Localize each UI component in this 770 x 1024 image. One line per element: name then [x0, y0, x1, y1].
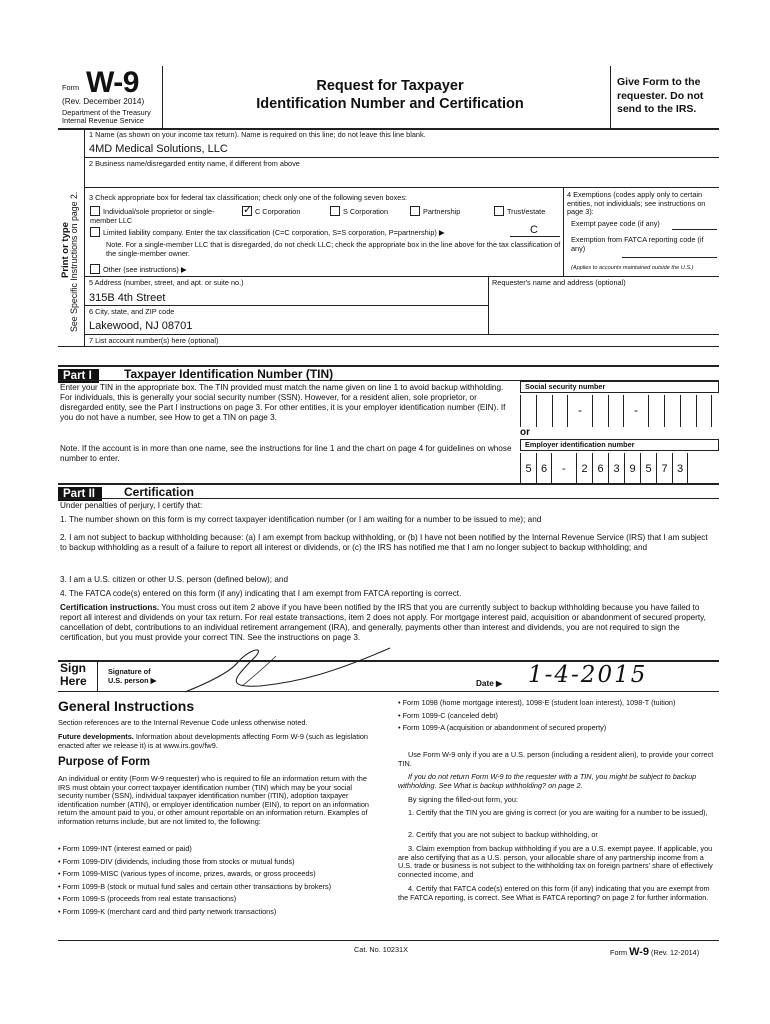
ein-digit: 9 [624, 453, 640, 483]
by-signing-text: By signing the filled-out form, you: [408, 795, 518, 804]
right-bullets [398, 699, 716, 733]
part1-label: Part I [58, 366, 99, 384]
c-corp-checkbox[interactable] [242, 206, 252, 216]
requester-label: Requester's name and address (optional) [492, 278, 626, 287]
ein-digit: 5 [640, 453, 656, 483]
exempt-payee-label: Exempt payee code (if any) [571, 219, 660, 228]
certification-intro: Under penalties of perjury, I certify that: [60, 501, 203, 510]
individual-option[interactable] [90, 206, 230, 225]
date-value[interactable]: 1-4-2015 [528, 662, 648, 688]
ein-digit: 6 [592, 453, 608, 483]
reason-1: 1. Certify that the TIN you are giving is correct (or you are waiting for a number to be issued), [408, 808, 708, 817]
ssn-dash-1: - [578, 403, 582, 417]
list-item: • Form 1099-INT (interest earned or paid) [58, 844, 192, 853]
fatca-note: (Applies to accounts maintained outside the U.S.) [571, 265, 694, 271]
ein-digit: 6 [536, 453, 552, 483]
part1-title: Taxpayer Identification Number (TIN) [124, 367, 334, 381]
line6-city-field[interactable]: Lakewood, NJ 08701 [89, 320, 193, 332]
trust-checkbox[interactable] [494, 206, 504, 216]
form-label: Form [62, 83, 80, 92]
list-item: • Form 1099-DIV (dividends, including those from stocks or mutual funds) [58, 856, 295, 866]
date-label: Date ▶ [476, 679, 503, 688]
certification-item-4: 4. The FATCA code(s) entered on this form (if any) indicating that I am exempt from FATCA reporting is correct. [60, 589, 462, 598]
ssn-label: Social security number [520, 381, 719, 393]
certification-item-1: 1. The number shown on this form is my correct taxpayer identification number (or I am waiting for a number to be issued to me); and [60, 515, 542, 524]
general-instructions-heading: General Instructions [58, 698, 195, 714]
other-label: Other (see instructions) ▶ [103, 265, 187, 274]
left-bullets [58, 845, 368, 917]
ein-label: Employer identification number [520, 439, 719, 451]
trust-option[interactable] [494, 206, 545, 217]
line2-label: 2 Business name/disregarded entity name, if different from above [89, 159, 300, 168]
llc-note: Note. For a single-member LLC that is disregarded, do not check LLC; check the appropriate box in the line above for the tax classification of the single-member owner. [106, 240, 561, 258]
llc-option[interactable] [90, 227, 445, 238]
reason-2: 2. Certify that you are not subject to backup withholding, or [408, 830, 598, 839]
use-form-text: Use Form W-9 only if you are a U.S. person (including a resident alien), to provide your correct TIN. [398, 750, 714, 768]
partnership-option[interactable] [410, 206, 460, 217]
certification-item-3: 3. I am a U.S. citizen or other U.S. person (defined below); and [60, 575, 288, 584]
ein-dash: - [562, 463, 566, 475]
ein-digit: 7 [656, 453, 672, 483]
c-corp-label: C Corporation [255, 207, 301, 216]
line5-address-field[interactable]: 315B 4th Street [89, 292, 166, 304]
signature-label: Signature of U.S. person ▶ [108, 667, 157, 685]
ein-digit: 5 [520, 453, 536, 483]
trust-label: Trust/estate [507, 207, 546, 216]
future-developments: Future developments. Information about developments affecting Form W-9 (such as legislation enacted after we release it) is at www.irs.gov/fw9. [58, 732, 368, 750]
individual-checkbox[interactable] [90, 206, 100, 216]
llc-checkbox[interactable] [90, 227, 100, 237]
s-corp-option[interactable] [330, 206, 388, 217]
line3-label: 3 Check appropriate box for federal tax classification; check only one of the following seven boxes: [89, 193, 407, 202]
ein-boxes[interactable] [520, 453, 696, 483]
other-checkbox[interactable] [90, 264, 100, 274]
line5-label: 5 Address (number, street, and apt. or suite no.) [89, 278, 244, 287]
ein-digit: 3 [672, 453, 688, 483]
title-line-1: Request for Taxpayer [316, 78, 464, 94]
reason-4: 4. Certify that FATCA code(s) entered on this form (if any) indicating that you are exempt from the FATCA reporting, is correct. See What is FATCA reporting? on page 2 for further information. [398, 884, 710, 902]
part2-title: Certification [124, 485, 195, 499]
part2-label: Part II [58, 484, 102, 502]
list-item: • Form 1099-MISC (various types of income, prizes, awards, or gross proceeds) [58, 869, 316, 879]
sign-here-label: Sign Here [60, 661, 87, 689]
form-number: W-9 [86, 66, 139, 99]
line1-label: 1 Name (as shown on your income tax return). Name is required on this line; do not leave this line blank. [89, 130, 426, 139]
line1-name-field[interactable]: 4MD Medical Solutions, LLC [89, 143, 228, 155]
fatca-code-label: Exemption from FATCA reporting code (if any) [571, 235, 704, 253]
s-corp-checkbox[interactable] [330, 206, 340, 216]
purpose-heading: Purpose of Form [58, 756, 151, 768]
certification-instructions: Certification instructions. You must cross out item 2 above if you have been notified by the IRS that you are currently subject to backup withholding because you have failed to report all interest and dividends on your tax return. For real estate transactions, item 2 does not apply. For mortgage interest paid, acquisition or abandonment of secured property, cancellation of debt, contributions to an individual retirement arrangement (IRA), and generally, payments other than interest and dividends, you are not required to sign the certification, but you must provide your correct TIN. See the instructions on page 3. [60, 603, 706, 642]
reason-3: 3. Claim exemption from backup withholding if you are a U.S. exempt payee. If applicable, you are also certifying that as a U.S. person, your allocable share of any partnership income from a U.S. trade or business is not subject to the withholding tax on foreign partners' share of effectively connected income, and [398, 844, 713, 879]
part1-note: Note. If the account is in more than one name, see the instructions for line 1 and the chart on page 4 for guidelines on whose number to enter. [60, 444, 512, 463]
print-or-type-label: Print or type [60, 222, 71, 278]
list-item: • Form 1099-C (canceled debt) [398, 710, 498, 720]
purpose-body: An individual or entity (Form W-9 requester) who is required to file an information return with the IRS must obtain your correct taxpayer identification number (TIN) which may be your social security number (SSN), individual taxpayer identification number (ITIN), adoption taxpayer identification number (ATIN), or employer identification number (EIN), to report on an information return the amount paid to you, or other amount reportable on an information return. Examples of information returns include, but are not limited to, the following: [58, 774, 369, 827]
line6-label: 6 City, state, and ZIP code [89, 307, 175, 316]
footer-form: Form W-9 (Rev. 12-2014) [610, 946, 700, 958]
part1-instructions: Enter your TIN in the appropriate box. The TIN provided must match the name given on line 1 to avoid backup withholding. For individuals, this is generally your social security number (SSN). However, for a resident alien, sole proprietor, or disregarded entity, see the Part I instructions on page 3. For other entities, it is your employer identification number (EIN). If you do not have a number, see How to get a TIN on page 3. [60, 383, 506, 422]
ssn-dash-2: - [634, 403, 638, 417]
form-revision: (Rev. December 2014) [62, 97, 145, 106]
llc-classification-field[interactable]: C [530, 224, 538, 236]
other-option[interactable] [90, 264, 186, 275]
irs-label: Internal Revenue Service [62, 116, 144, 125]
line7-label: 7 List account number(s) here (optional) [89, 336, 219, 345]
catalog-number: Cat. No. 10231X [354, 945, 408, 954]
certification-item-2: 2. I am not subject to backup withholding because: (a) I am exempt from backup withholding, or (b) I have not been notified by the Internal Revenue Service (IRS) that I am subject to backup withholding as a result of a failure to report all interest or dividends, or (c) the IRS has notified me that I am no longer subject to backup withholding; and [60, 533, 708, 552]
list-item: • Form 1099-S (proceeds from real estate transactions) [58, 894, 237, 904]
c-corp-option[interactable] [242, 206, 300, 217]
ssn-boxes[interactable] [520, 395, 712, 427]
individual-label: Individual/sole proprietor or single-member LLC [90, 207, 215, 225]
if-not-return-text: If you do not return Form W-9 to the requester with a TIN, you might be subject to backup withholding. See What is backup withholding? on page 2. [398, 772, 697, 790]
list-item: • Form 1098 (home mortgage interest), 1098-E (student loan interest), 1098-T (tuition) [398, 698, 676, 707]
partnership-checkbox[interactable] [410, 206, 420, 216]
s-corp-label: S Corporation [343, 207, 389, 216]
title-line-2: Identification Number and Certification [256, 96, 524, 112]
line4-label: 4 Exemptions (codes apply only to certain entities, not individuals; see instructions on page 3): [567, 190, 706, 217]
llc-label: Limited liability company. Enter the tax classification (C=C corporation, S=S corporation, P=partnership) ▶ [103, 228, 445, 237]
or-label: or [520, 427, 530, 438]
department: Department of the Treasury [62, 108, 151, 117]
list-item: • Form 1099-K (merchant card and third party network transactions) [58, 907, 277, 917]
ein-digit: 3 [608, 453, 624, 483]
give-form-notice: Give Form to the requester. Do not send to the IRS. [617, 76, 704, 116]
signature-scribble[interactable] [180, 640, 400, 698]
partnership-label: Partnership [423, 207, 461, 216]
see-specific-instructions-label: See Specific Instructions on page 2. [69, 191, 79, 332]
list-item: • Form 1099-A (acquisition or abandonment of secured property) [398, 723, 607, 733]
ein-digit: 2 [576, 453, 592, 483]
list-item: • Form 1099-B (stock or mutual fund sales and certain other transactions by brokers) [58, 881, 332, 891]
section-references: Section references are to the Internal Revenue Code unless otherwise noted. [58, 718, 308, 727]
